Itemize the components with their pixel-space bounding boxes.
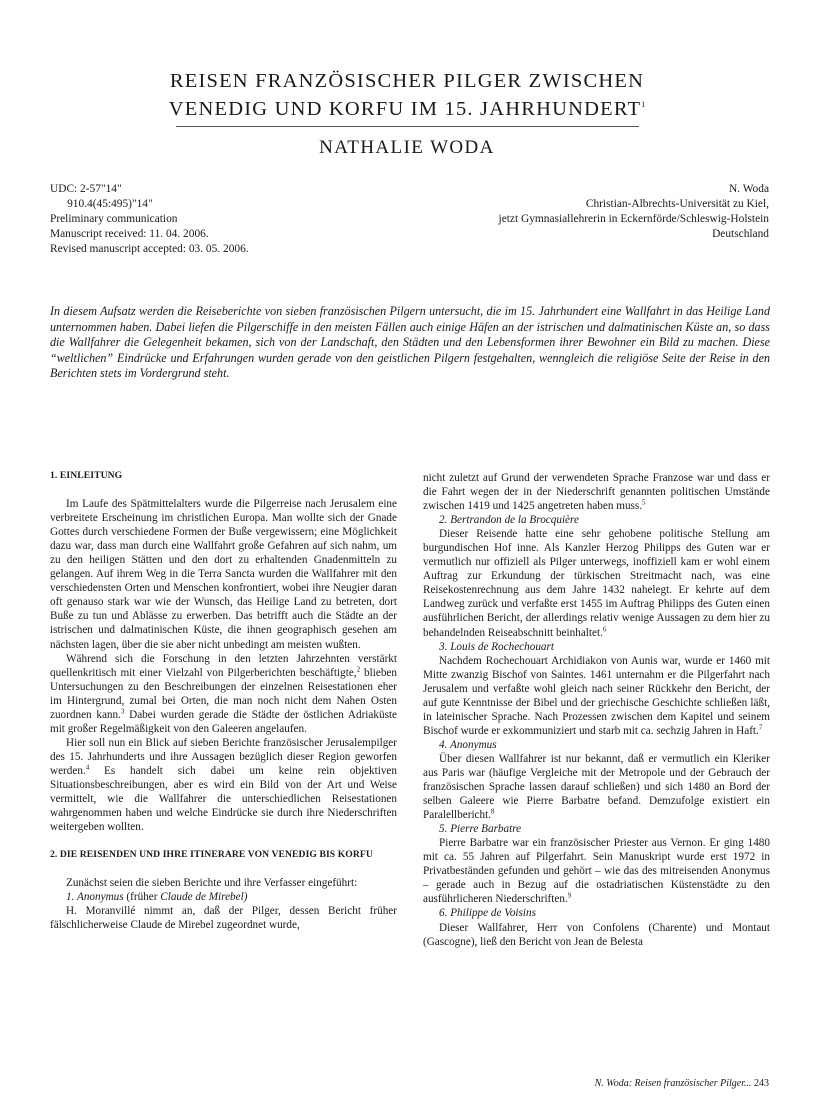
footnote-marker: 7: [758, 723, 763, 732]
author-name: NATHALIE WODA: [319, 137, 495, 158]
title-divider: [176, 126, 639, 127]
left-column: [50, 469, 397, 932]
paragraph: Pierre Barbatre war ein französischer Priester aus Vernon. Er ging 1480 mit ca. 55 Jahren auf Pilgerfahrt. Sein Manuskript wurde erst 1972 in Privatbeständen gefunden und gehört – wie das des mitreisenden Anonymus – gerade auch in Bezug auf die ostadriatischen Küstenstädte zu den ausführlicheren Niederschriften.$^9$: [423, 837, 770, 906]
footnote-marker: 2: [356, 664, 361, 673]
affiliation-line: jetzt Gymnasiallehrerin in Eckernförde/Schleswig-Holstein: [498, 213, 769, 225]
paragraph: Dieser Reisende hatte eine sehr gehobene politische Stellung am burgundischen Hof inne. Als Kanzler Herzog Philipps des Guten war er vermutlich nur offiziell als Pilger unterwegs, inoffiziell kam er wohl einem Auftrag zur Erkundung der türkischen Streitmacht nach, was eine Reisekostenrechnung aus dem Jahre 1432 nahelegt. Er kehrte auf dem Landweg zurück und verfaßte erst 1455 im Auftrag Philipps des Guten einen ausführlichen Bericht, der allerdings relativ wenige Aussagen zu dem hier zu behandelnden Reiseabschnitt beinhaltet.$^6$: [423, 528, 770, 639]
abstract: In diesem Aufsatz werden die Reiseberichte von sieben französischen Pilgern untersucht, die im 15. Jahrhundert eine Wallfahrt in das Heilige Land unternommen haben. Dabei liefen die Pilgerschiffe in den meisten Fällen auch einige Häfen an der istrischen und dalmatinischen Küste an, so dass die Wallfahrer die Gelegenheit bekamen, sich von der Landschaft, den Städten und den Lebensformen ihrer Bewohner ein Bild zu machen. Diese “weltlichen” Eindrücke und Erfahrungen wurden gerade von den geistlichen Pilgern festgehalten, wenngleich die religiöse Seite der Reise in den Berichten stets im Vordergrund steht.: [50, 304, 770, 380]
paragraph: Hier soll nun ein Blick auf sieben Berichte französischer Jerusalempilger des 15. Jahrhunderts und ihre Aussagen bezüglich dieser Region geworfen werden.$^4$ Es handelt sich dabei um keine rein objektiven Situationsbeschreibungen, aber es wird ein Bild von der Art und Weise vermittelt, wie die Wallfahrer die unterschiedlichen Reisestationen wahrgenommen haben und welche Eindrücke sie durch ihre Niederschriften weitergeben wollten.: [50, 736, 397, 834]
affiliation-line: N. Woda: [729, 183, 769, 195]
subsection-label: 4. Anonymus: [439, 738, 497, 751]
right-column: [423, 471, 770, 949]
author-affiliation: [389, 182, 769, 242]
footnote-marker: 4: [85, 763, 90, 772]
article-metadata: UDC: 2-57"14" 910.4(45:495)"14" Preliminary communication Manuscript received: 11. 04. 2006. Revised manuscript accepted: 03. 05. 2006.: [50, 183, 249, 255]
paragraph: Über diesen Wallfahrer ist nur bekannt, daß er vermutlich ein Kleriker aus Paris war (häufige Vergleiche mit der Metropole und der Gebrauch der französischen Sprache lassen darauf schließen) und sich 1480 an Bord der selben Galeere wie Pierre Barbatre befand. Demzufolge existiert ein Paralellbericht.$^8$: [423, 752, 770, 822]
footnote-marker: 6: [602, 624, 607, 633]
subsection-label: 2. Bertrandon de la Brocquière: [439, 514, 579, 527]
running-head: N. Woda: Reisen französischer Pilger...: [594, 1078, 754, 1089]
paragraph: Dieser Wallfahrer, Herr von Confolens (Charente) und Montaut (Gascogne), ließ den Bericht von Jean de Belesta: [423, 921, 770, 948]
footnote-marker: 5: [642, 498, 646, 507]
footnote-marker: 3: [120, 707, 125, 716]
page-footer: [595, 1078, 769, 1089]
paragraph: Nachdem Rochechouart Archidiakon von Aunis war, wurde er 1460 mit Mitte zwanzig Bischof von Saintes. 1461 unternahm er die Pilgerfahrt nach Jerusalem und verfaßte wohl gleich nach seiner Rückkehr den Bericht, der auf gute Kenntnisse der Bibel und der griechische Geschichte schließen läßt, in lateinischer Sprache. Nach Prozessen zwischen dem Kapitel und seinem Bischof wurde er exkommuniziert und starb mit ca. sechzig Jahren in Haft.$^7$: [423, 654, 770, 737]
title-footnote-marker: 1: [641, 100, 646, 109]
subsection-label: 3. Louis de Rochechouart: [439, 640, 554, 653]
section-heading-introduction: 1. EINLEITUNG: [50, 470, 123, 481]
paragraph: H. Moranvillé nimmt an, daß der Pilger, dessen Bericht früher fälschlicherweise Claude de Mirebel zugeordnet wurde,: [50, 905, 397, 932]
paragraph: Während sich die Forschung in den letzten Jahrzehnten verstärkt quellenkritisch mit einer Vielzahl von Pilgerberichten beschäftigte,$^2$ blieben Untersuchungen zu den Beschreibungen der einzelnen Reisestationen eher im Hintergrund, zumal bei Orten, die man noch nicht dem Nahen Osten zuordnen kann.$^3$ Dabei wurden gerade die Städte der östlichen Adriaküste mit großer Regelmäßigkeit von den Galeeren angelaufen.: [50, 652, 397, 735]
paragraph: nicht zuletzt auf Grund der verwendeten Sprache Franzose war und dass er die Fahrt wegen der in der Niederschrift genannten politischen Umstände zwischen 1419 und 1425 angetreten haben muss.$^5$: [423, 472, 770, 513]
affiliation-line: Christian-Albrechts-Universität zu Kiel,: [585, 198, 769, 210]
title-line-1: REISEN FRANZÖSISCHER PILGER ZWISCHEN: [169, 70, 645, 92]
section-heading-travellers: 2. DIE REISENDEN UND IHRE ITINERARE VON VENEDIG BIS KORFU: [50, 849, 373, 861]
paragraph: Zunächst seien die sieben Berichte und ihre Verfasser eingeführt:: [66, 877, 358, 890]
subsection-label: 5. Pierre Barbatre: [439, 823, 522, 836]
article-title: [0, 70, 814, 121]
affiliation-line: Deutschland: [712, 228, 769, 240]
page-number: 243: [754, 1078, 769, 1089]
paragraph: Im Laufe des Spätmittelalters wurde die Pilgerreise nach Jerusalem eine verbreitete Erscheinung im christlichen Europa. Man wollte sich der Gnade Gottes durch verschiedene Formen der Buße vergewissern; eine Möglichkeit dazu war, dass man durch eine Wallfahrt große Gefahren auf sich nahm, um zu den heiligen Stätten und den dort zu erhaltenden Gnadenmitteln zu gelangen. Auf ihrem Weg in die Terra Sancta wurden die Wallfahrer mit den verschiedensten Orten und Menschen konfrontiert, wobei ihre Neugier daran oft genauso stark war wie der Wunsch, das Heilige Land zu betreten, dort Buße zu tun und Ablässe zu erwerben. Das betrifft auch die Städte an der istrischen und dalmatinischen Küste, die ihnen geographisch gesehen am nächsten lagen, über die sie aber nicht unbedingt am meisten wußten.: [50, 498, 397, 651]
footnote-marker: 9: [567, 891, 572, 900]
footnote-marker: 8: [491, 807, 495, 816]
subsection-label: 6. Philippe de Voisins: [439, 907, 536, 920]
title-line-2: VENEDIG UND KORFU IM 15. JAHRHUNDERT$^1$: [168, 97, 646, 120]
subsection-label: 1. Anonymus (früher Claude de Mirebel): [66, 891, 248, 904]
